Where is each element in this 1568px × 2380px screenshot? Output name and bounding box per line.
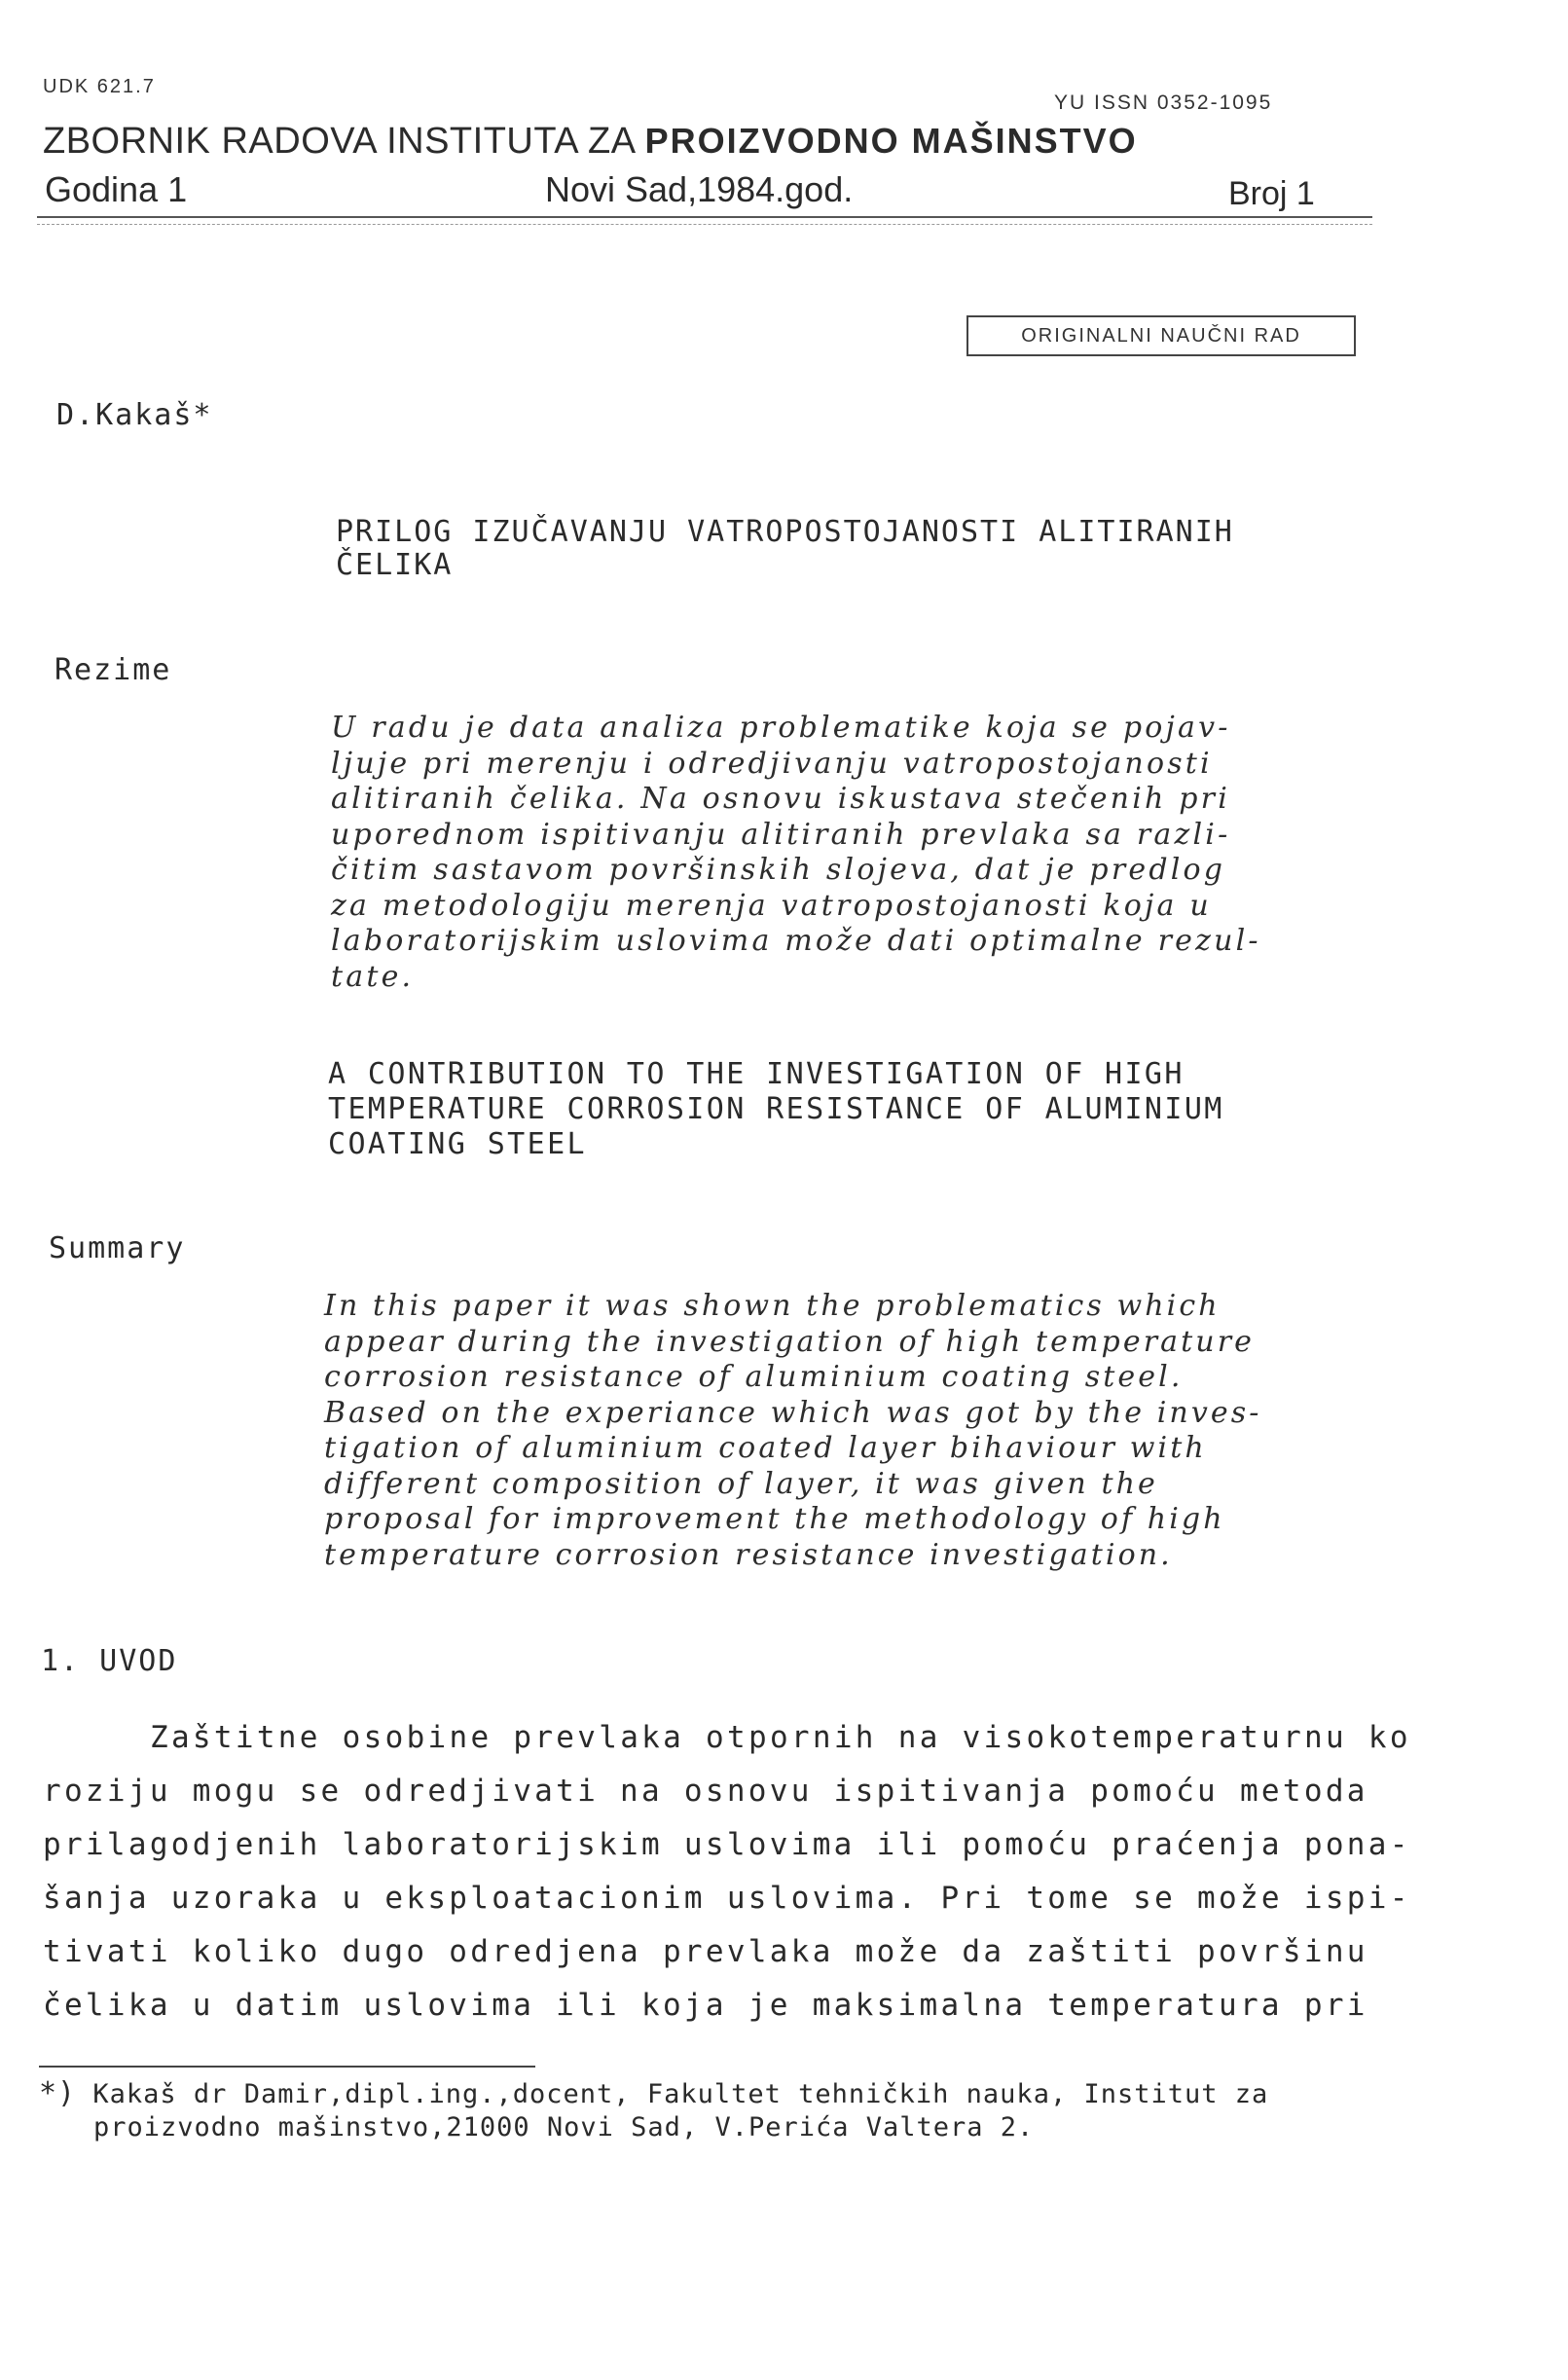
abstract-line: corrosion resistance of aluminium coating steel.	[324, 1360, 1184, 1394]
abstract-line: alitiranih čelika. Na osnovu iskustava stečenih pri	[331, 782, 1230, 816]
journal-title	[43, 121, 1138, 163]
abstract-line: Based on the experiance which was got by the inves-	[324, 1395, 1262, 1430]
abstract-line: temperature corrosion resistance investigation.	[324, 1537, 1173, 1572]
footnote-mark: *)	[39, 2076, 77, 2110]
journal-title-regular: ZBORNIK RADOVA INSTITUTA ZA	[43, 121, 645, 162]
rezime-label: Rezime	[55, 653, 172, 687]
footnote-line: Kakaš dr Damir,dipl.ing.,docent, Fakultet tehničkih nauka, Institut za	[92, 2079, 1269, 2109]
title-english	[328, 1057, 1399, 1162]
body-line: tivati koliko dugo odredjena prevlaka može da zaštiti površinu	[43, 1934, 1368, 1969]
abstract-line: different composition of layer, it was given the	[324, 1466, 1158, 1501]
author: D.Kakaš*	[56, 398, 213, 432]
title-serbian	[336, 516, 1406, 582]
abstract-line: proposal for improvement the methodology of high	[324, 1502, 1225, 1536]
abstract-serbian	[331, 711, 1261, 995]
body-text	[43, 1711, 1411, 2032]
body-line: prilagodjenih laboratorijskim uslovima ili pomoću praćenja pona-	[43, 1827, 1411, 1862]
journal-issue: Broj 1	[1228, 175, 1315, 212]
title-line: ČELIKA	[336, 548, 454, 582]
abstract-line: In this paper it was shown the problematics which	[324, 1289, 1221, 1323]
title-line: TEMPERATURE CORROSION RESISTANCE OF ALUMINIUM	[328, 1092, 1224, 1126]
header-rule	[37, 216, 1372, 218]
title-line: COATING STEEL	[328, 1127, 587, 1161]
summary-label: Summary	[49, 1231, 186, 1265]
abstract-line: uporednom ispitivanju alitiranih prevlaka sa razli-	[331, 817, 1231, 852]
title-line: PRILOG IZUČAVANJU VATROPOSTOJANOSTI ALITIRANIH	[336, 515, 1234, 549]
body-line: roziju mogu se odredjivati na osnovu ispitivanja pomoću metoda	[43, 1774, 1368, 1809]
journal-place-date: Novi Sad,1984.god.	[545, 169, 854, 209]
body-line: čelika u datim uslovima ili koja je maksimalna temperatura pri	[43, 1988, 1368, 2023]
title-line: A CONTRIBUTION TO THE INVESTIGATION OF HIGH	[328, 1057, 1185, 1091]
body-line: Zaštitne osobine prevlaka otpornih na visokotemperaturnu ko	[150, 1720, 1411, 1755]
header-rule-dashed	[37, 224, 1372, 225]
footnote-line: proizvodno mašinstvo,21000 Novi Sad, V.Perića Valtera 2.	[93, 2112, 1035, 2142]
article-type-badge: ORIGINALNI NAUČNI RAD	[966, 315, 1356, 356]
abstract-line: ljuje pri merenju i odredjivanju vatropostojanosti	[331, 746, 1213, 781]
abstract-line: tate.	[331, 959, 415, 994]
abstract-line: tigation of aluminium coated layer bihaviour with	[324, 1431, 1207, 1465]
abstract-english	[324, 1289, 1262, 1573]
abstract-line: appear during the investigation of high temperature	[324, 1324, 1256, 1359]
abstract-line: za metodologiju merenja vatropostojanosti koja u	[331, 888, 1212, 923]
abstract-line: čitim sastavom površinskih slojeva, dat je predlog	[331, 853, 1226, 887]
journal-year: Godina 1	[45, 169, 188, 209]
udk-code: UDK 621.7	[43, 76, 156, 97]
section-heading: 1. UVOD	[41, 1644, 178, 1678]
body-line: šanja uzoraka u eksploatacionim uslovima. Pri tome se može ispi-	[43, 1881, 1411, 1916]
footnote	[39, 2077, 1268, 2144]
issn-code: YU ISSN 0352-1095	[1054, 92, 1273, 114]
abstract-line: U radu je data analiza problematike koja se pojav-	[331, 711, 1231, 745]
footnote-rule	[39, 2066, 535, 2068]
journal-title-bold: PROIZVODNO MAŠINSTVO	[644, 121, 1138, 161]
abstract-line: laboratorijskim uslovima može dati optimalne rezul-	[331, 924, 1261, 958]
